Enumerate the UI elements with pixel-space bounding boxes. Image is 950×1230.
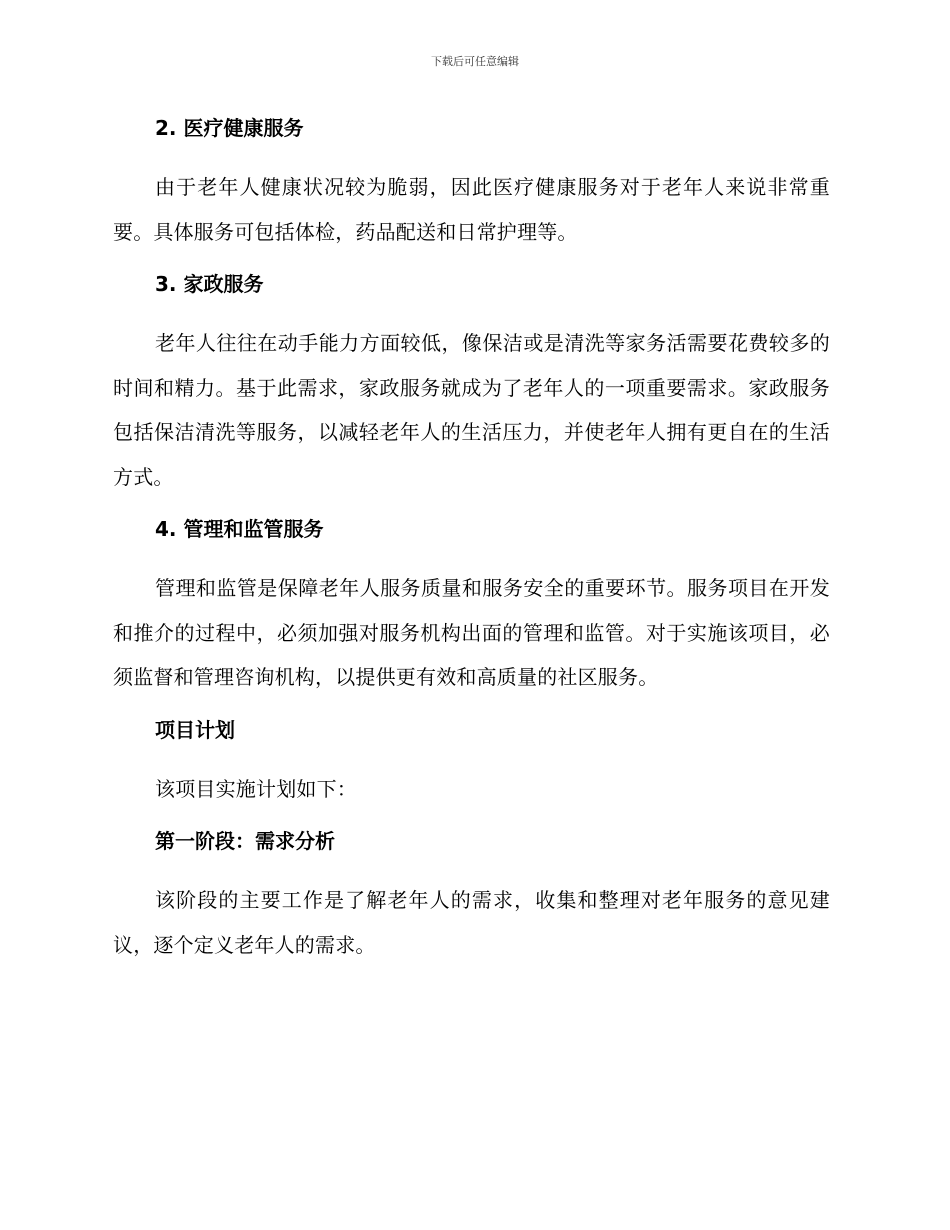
section-heading-medical: 2. 医疗健康服务 (155, 116, 304, 140)
section-heading-phase-one: 第一阶段：需求分析 (155, 829, 335, 853)
section-paragraph-phase-one: 该阶段的主要工作是了解老年人的需求，收集和整理对老年服务的意见建议，逐个定义老年人的需求。 (113, 888, 830, 957)
section-paragraph-management: 管理和监管是保障老年人服务质量和服务安全的重要环节。服务项目在开发和推介的过程中，必须加强对服务机构出面的管理和监管。对于实施该项目，必须监督和管理咨询机构，以提供更有效和高质量的社区服务。 (113, 576, 830, 689)
document-body (113, 112, 830, 967)
section-paragraph-project-plan: 该项目实施计划如下： (155, 776, 357, 801)
section-paragraph-housekeeping: 老年人往往在动手能力方面较低，像保洁或是清洗等家务活需要花费较多的时间和精力。基于此需求，家政服务就成为了老年人的一项重要需求。家政服务包括保洁清洗等服务，以减轻老年人的生活压力，并使老年人拥有更自在的生活方式。 (113, 331, 830, 489)
section-heading-housekeeping: 3. 家政服务 (155, 272, 264, 296)
section-heading-management: 4. 管理和监管服务 (155, 517, 324, 541)
section-heading-project-plan: 项目计划 (155, 717, 235, 742)
section-paragraph-medical: 由于老年人健康状况较为脆弱，因此医疗健康服务对于老年人来说非常重要。具体服务可包括体检，药品配送和日常护理等。 (113, 175, 830, 244)
header-note: 下载后可任意编辑 (431, 55, 519, 68)
